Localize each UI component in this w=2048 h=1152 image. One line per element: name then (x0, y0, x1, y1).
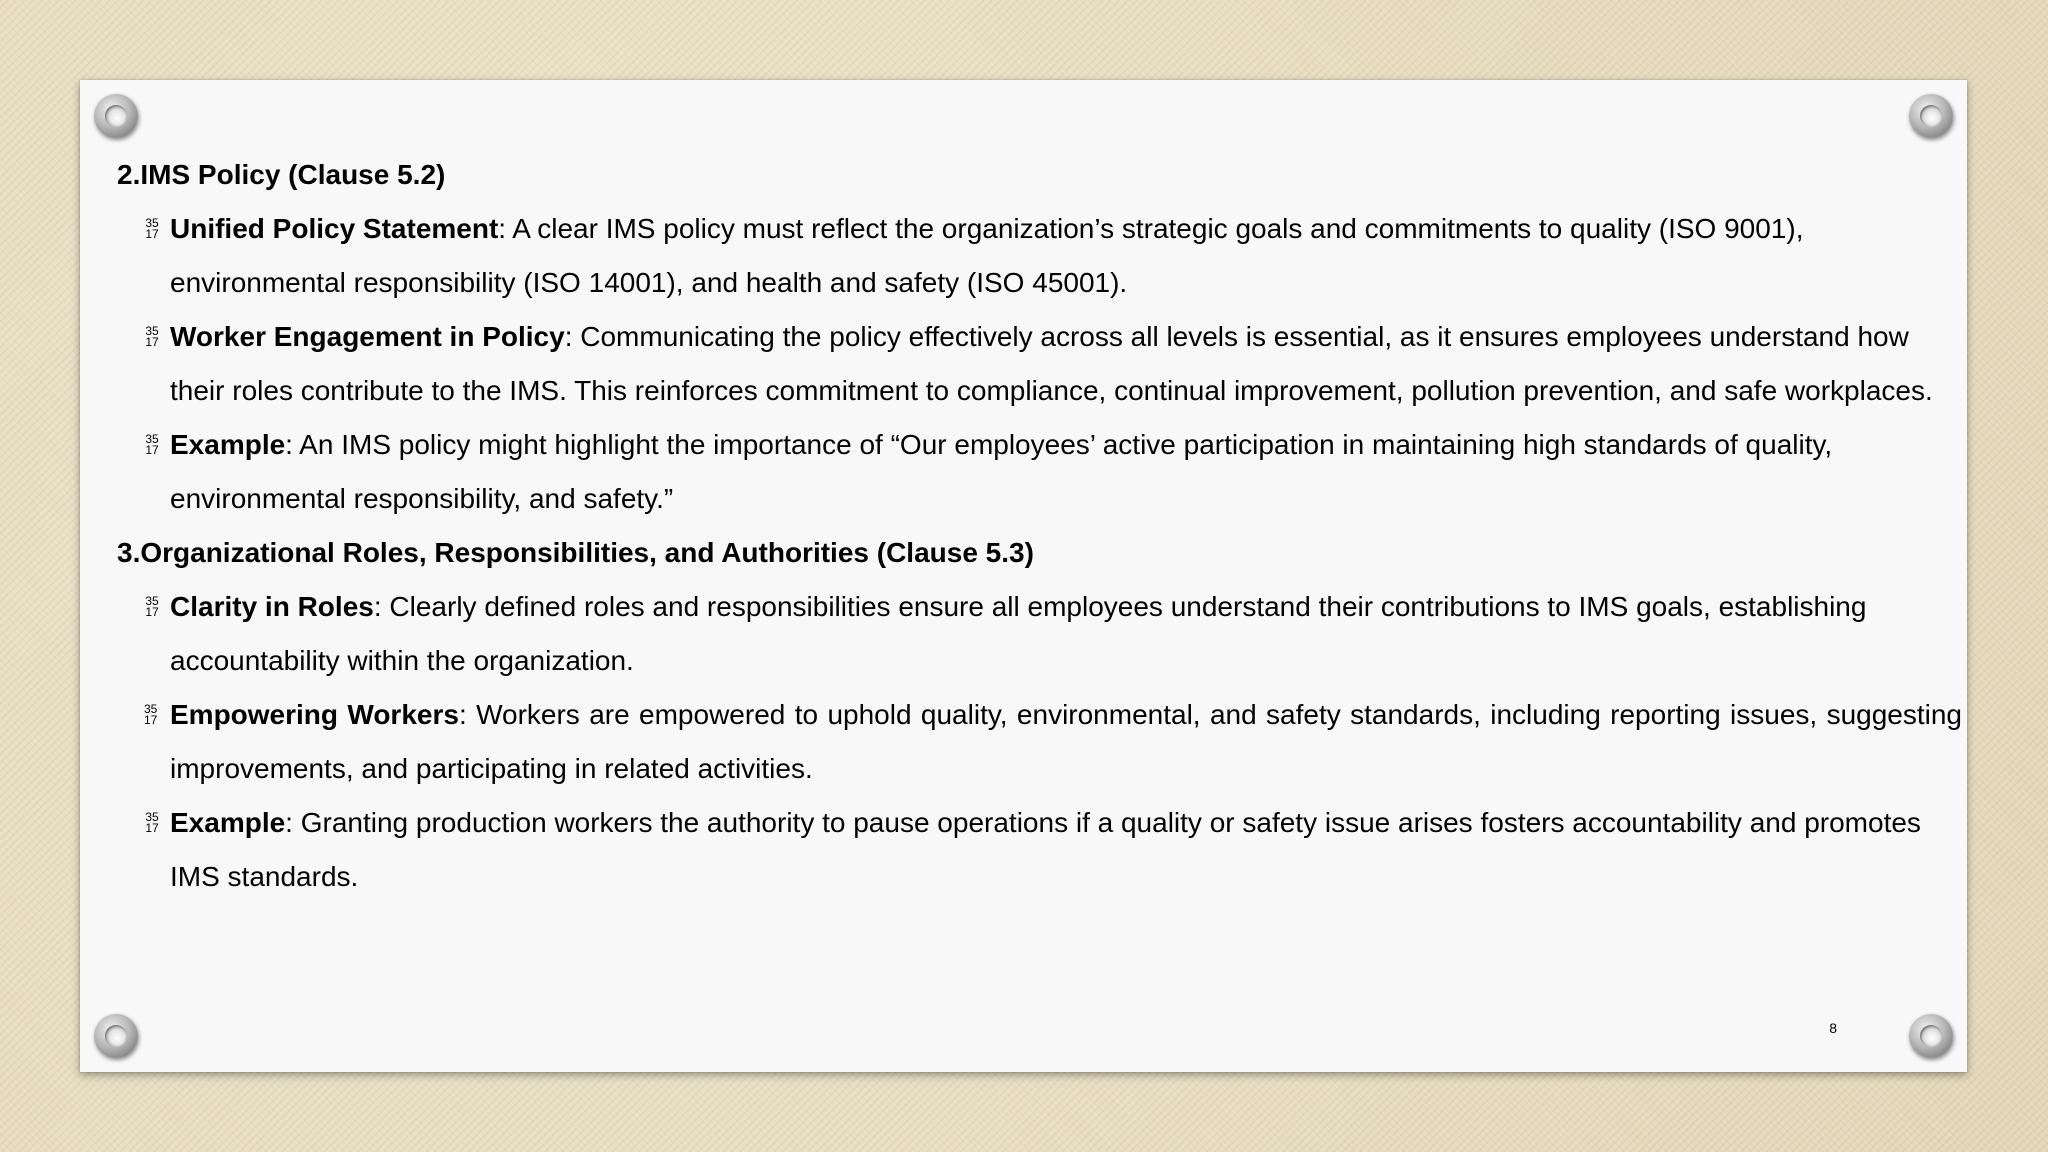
item-text: : An IMS policy might highlight the importance of “Our employees’ active participation in maintaining high standards of quality, environmental responsibility, and safety.” (170, 429, 1833, 514)
item-term: Example (170, 807, 286, 838)
item-text: : A clear IMS policy must reflect the organization’s strategic goals and commitments to quality (ISO 9001), environmental responsibility (ISO 14001), and health and safety (ISO 45001). (170, 213, 1804, 298)
list-item (117, 202, 1962, 310)
bullet-icon: 35 17 (145, 594, 159, 619)
bullet-icon: 35 17 (144, 702, 158, 727)
item-term: Worker Engagement in Policy (170, 321, 565, 352)
item-term: Clarity in Roles (170, 591, 374, 622)
list-item (117, 418, 1962, 526)
section-heading: 3.Organizational Roles, Responsibilities, and Authorities (Clause 5.3) (117, 537, 1034, 568)
bullet-icon: 35 17 (145, 216, 159, 241)
bullet-icon: 35 17 (145, 810, 159, 835)
list-item (117, 796, 1962, 904)
item-text: : Communicating the policy effectively across all levels is essential, as it ensures employees understand how their roles contribute to the IMS. This reinforces commitment to compliance, continual improvement, pollution prevention, and safe workplaces. (170, 321, 1933, 406)
list-item (117, 688, 1962, 796)
slide-content (117, 148, 1962, 904)
list-item (117, 310, 1962, 418)
grommet-bottom-left (94, 1014, 138, 1058)
bullet-icon: 35 17 (145, 432, 159, 457)
list-item (117, 580, 1962, 688)
slide-card (80, 80, 1967, 1072)
grommet-bottom-right (1909, 1014, 1953, 1058)
item-term: Empowering Workers (170, 699, 459, 730)
grommet-top-right (1909, 94, 1953, 138)
item-text: : Clearly defined roles and responsibilities ensure all employees understand their contributions to IMS goals, establishing accountability within the organization. (170, 591, 1867, 676)
section-heading: 2.IMS Policy (Clause 5.2) (117, 159, 446, 190)
item-term: Example (170, 429, 286, 460)
item-text: : Granting production workers the authority to pause operations if a quality or safety issue arises fosters accountability and promotes IMS standards. (170, 807, 1921, 892)
item-term: Unified Policy Statement (170, 213, 499, 244)
bullet-icon: 35 17 (145, 324, 159, 349)
item-text: : Workers are empowered to uphold quality, environmental, and safety standards, including reporting issues, suggesting improvements, and participating in related activities. (170, 699, 1963, 784)
grommet-top-left (94, 94, 138, 138)
page-number: 8 (1829, 1020, 1837, 1036)
